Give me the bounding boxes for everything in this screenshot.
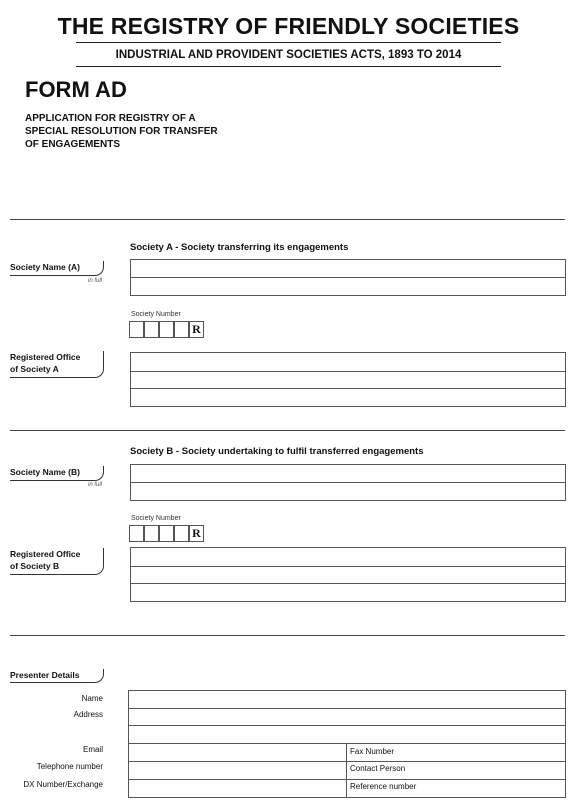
field-line [131, 566, 565, 567]
label-text: Society Name (B) [10, 467, 80, 477]
presenter-address-label: Address [73, 710, 103, 719]
society-b-office-field[interactable] [130, 547, 566, 602]
presenter-details-label [10, 669, 104, 683]
society-a-name-field[interactable] [130, 259, 566, 296]
society-a-number-label: Society Number [131, 311, 181, 318]
section-divider [10, 635, 565, 636]
label-text: Registered Office [10, 549, 81, 559]
field-line [129, 743, 565, 744]
number-cell[interactable] [144, 525, 159, 542]
society-a-heading: Society A - Society transferring its engagements [130, 242, 349, 253]
society-b-number-label: Society Number [131, 515, 181, 522]
label-text: Presenter Details [10, 670, 80, 680]
society-a-number-field[interactable] [129, 321, 204, 338]
field-line [131, 482, 565, 483]
number-cell[interactable] [129, 321, 144, 338]
number-suffix-cell: R [189, 321, 204, 338]
form-subtitle-line: SPECIAL RESOLUTION FOR TRANSFER [25, 126, 218, 137]
field-line [129, 708, 565, 709]
presenter-reference-label: Reference number [350, 782, 417, 791]
form-subtitle-line: OF ENGAGEMENTS [25, 139, 121, 150]
field-line [129, 779, 565, 780]
presenter-telephone-label: Telephone number [36, 762, 103, 771]
header-divider [76, 42, 501, 43]
section-divider [10, 219, 565, 220]
society-b-office-label [10, 548, 104, 575]
number-suffix-cell: R [189, 525, 204, 542]
field-line [131, 371, 565, 372]
section-divider [10, 430, 565, 431]
number-cell[interactable] [159, 525, 174, 542]
society-b-heading: Society B - Society undertaking to fulfil transferred engagements [130, 446, 424, 457]
field-split [346, 743, 347, 797]
presenter-dx-label: DX Number/Exchange [23, 780, 103, 789]
presenter-email-label: Email [82, 745, 103, 754]
presenter-name-label: Name [81, 694, 103, 703]
in-full-note: in full [88, 482, 103, 488]
society-b-name-label [10, 466, 104, 481]
in-full-note: in full [88, 278, 103, 284]
number-cell[interactable] [174, 525, 189, 542]
acts-subtitle: INDUSTRIAL AND PROVIDENT SOCIETIES ACTS, 1893 TO 2014 [115, 49, 462, 61]
number-cell[interactable] [129, 525, 144, 542]
label-text: Society Name (A) [10, 262, 80, 272]
label-text: Registered Office [10, 352, 81, 362]
number-cell[interactable] [144, 321, 159, 338]
label-text: of Society B [10, 561, 60, 571]
presenter-fax-label: Fax Number [350, 747, 395, 756]
form-subtitle-line: APPLICATION FOR REGISTRY OF A [25, 113, 196, 124]
field-line [131, 277, 565, 278]
number-cell[interactable] [174, 321, 189, 338]
header-divider-bottom [76, 66, 501, 67]
field-line [129, 725, 565, 726]
number-cell[interactable] [159, 321, 174, 338]
registry-title: THE REGISTRY OF FRIENDLY SOCIETIES [57, 13, 520, 39]
society-b-number-field[interactable] [129, 525, 204, 542]
field-line [131, 583, 565, 584]
society-a-office-field[interactable] [130, 352, 566, 407]
presenter-contact-label: Contact Person [350, 764, 406, 773]
field-line [129, 761, 565, 762]
field-line [131, 388, 565, 389]
society-a-office-label [10, 351, 104, 378]
society-a-name-label [10, 261, 104, 276]
society-b-name-field[interactable] [130, 464, 566, 501]
label-text: of Society A [10, 364, 59, 374]
presenter-details-field[interactable] [128, 690, 566, 798]
form-title: FORM AD [25, 77, 127, 102]
form-subtitle [25, 112, 265, 151]
